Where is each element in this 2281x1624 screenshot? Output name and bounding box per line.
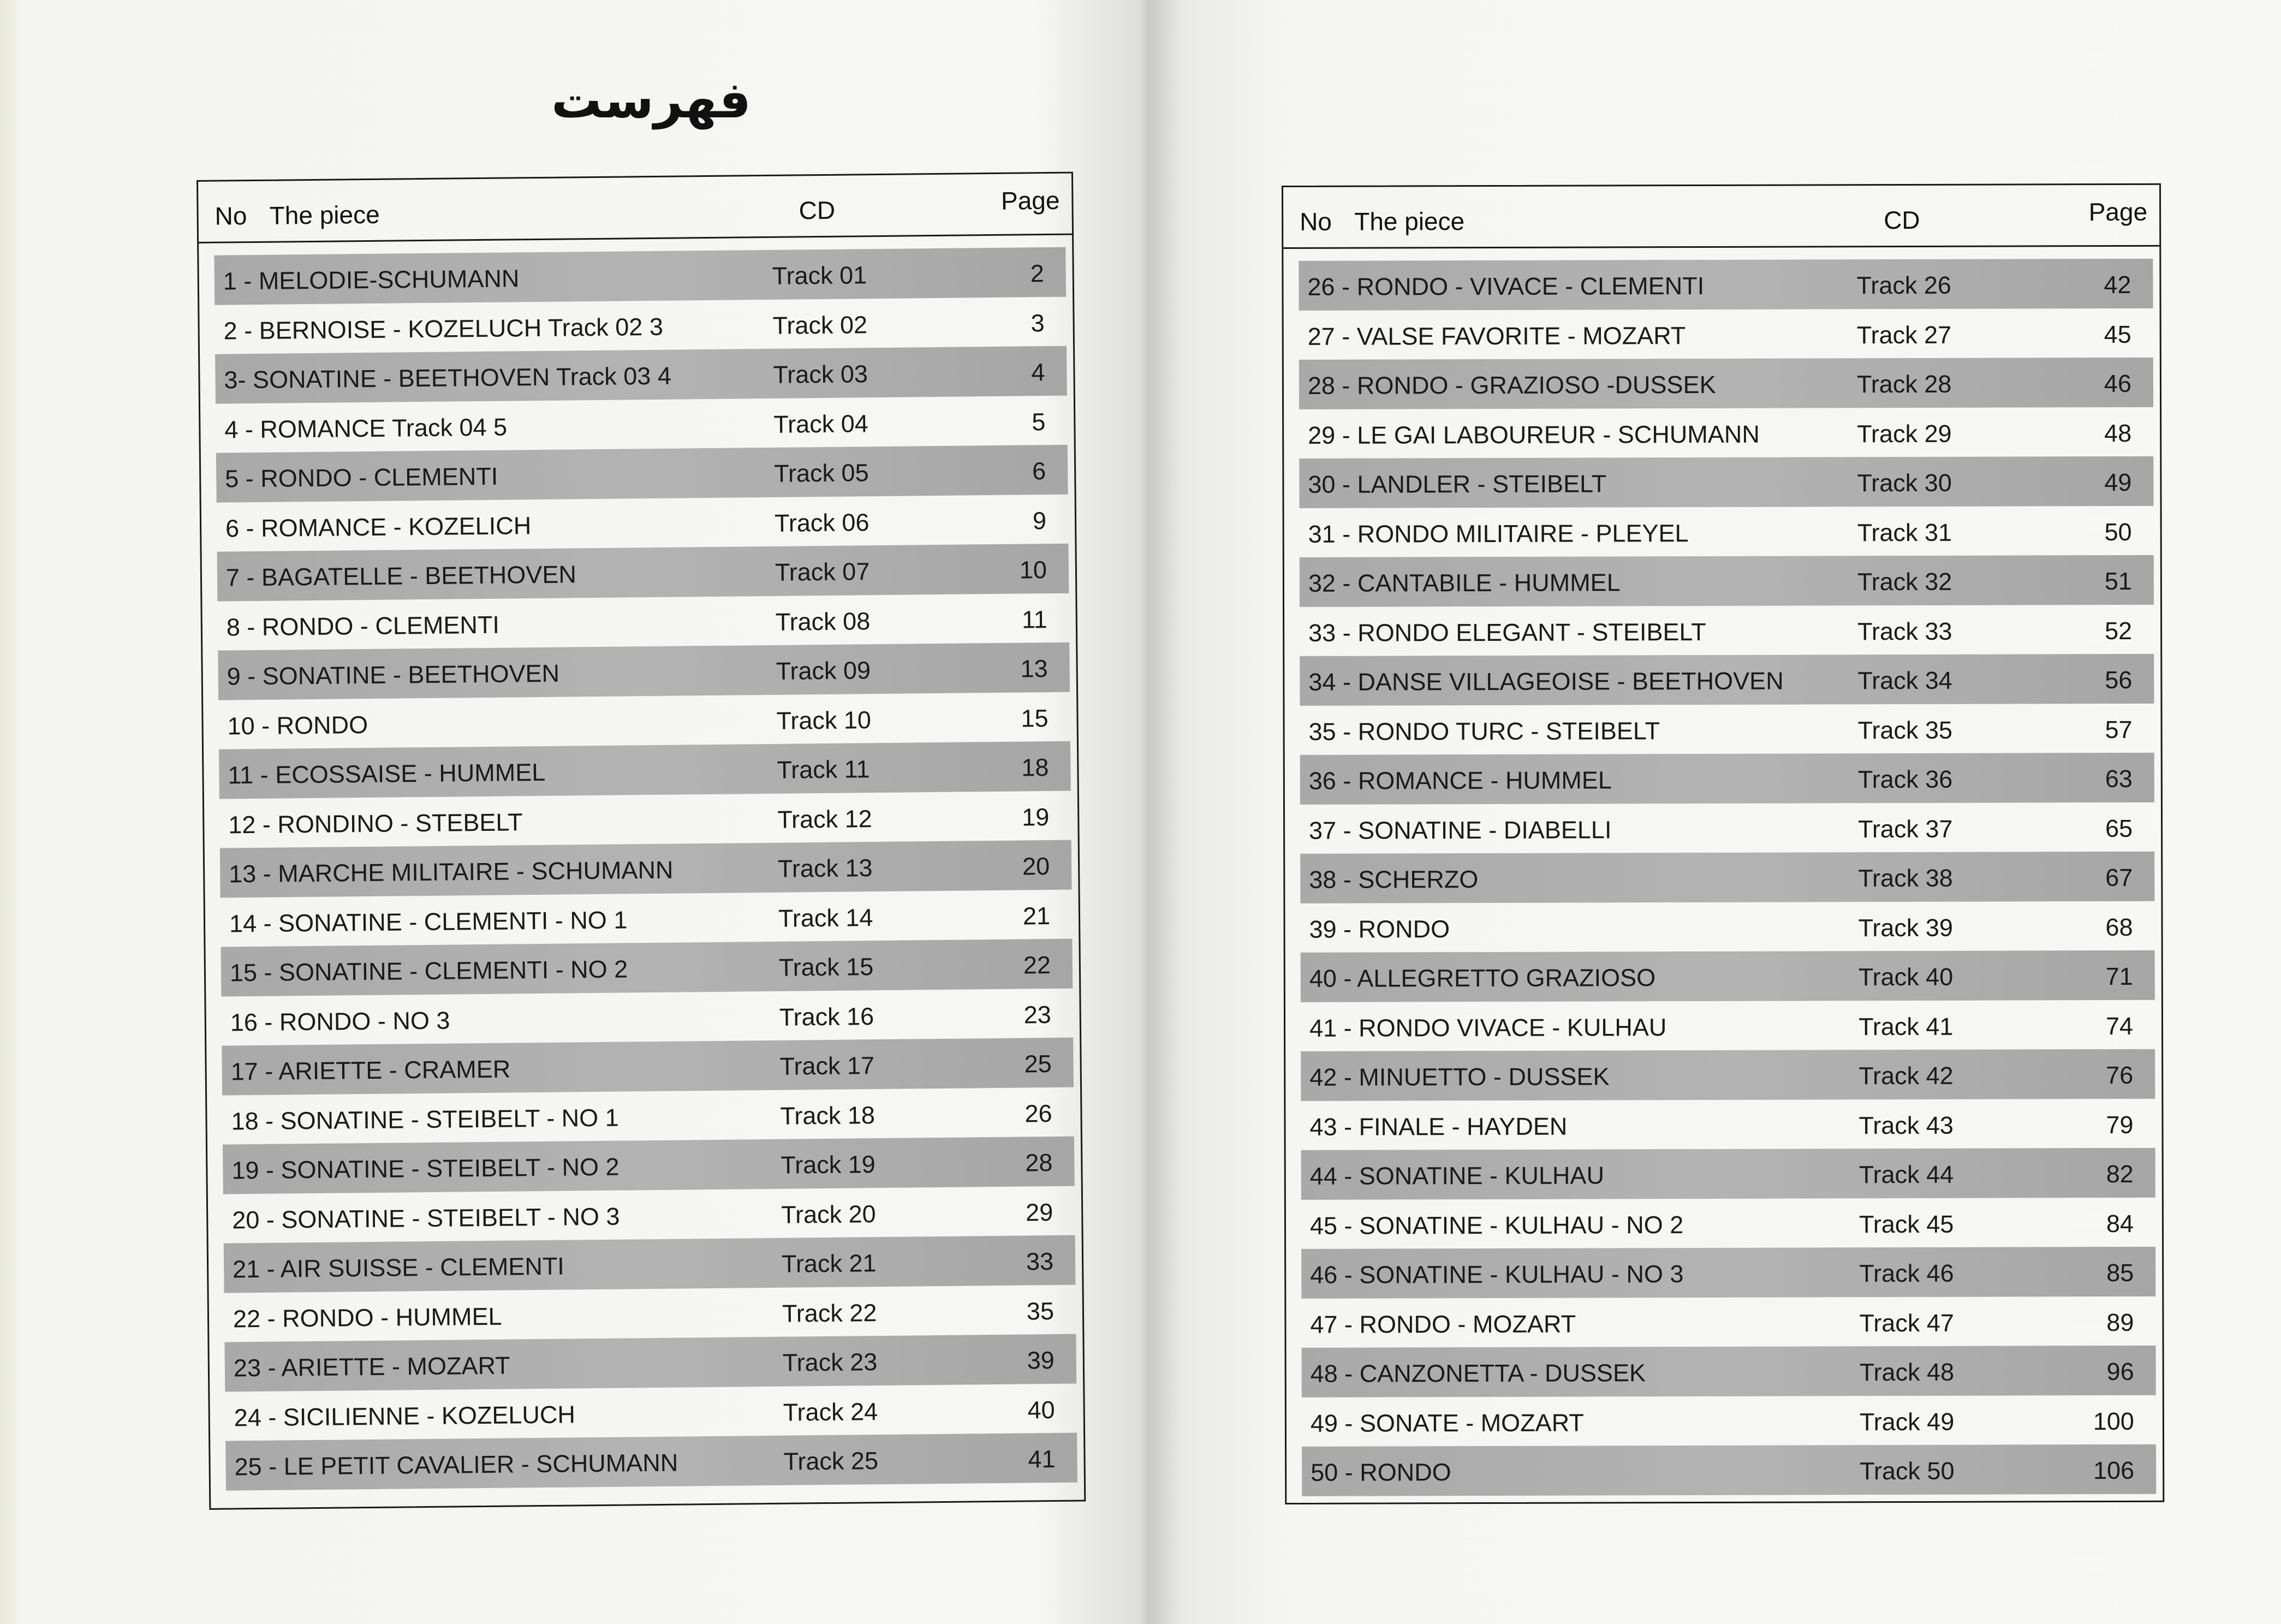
cd-track: Track 41 [1858,1012,1954,1040]
piece-title: 11 - ECOSSAISE - HUMMEL [228,758,546,789]
piece-title: 45 - SONATINE - KULHAU - NO 2 [1309,1210,1684,1240]
table-row [222,1087,1074,1144]
piece-title: 23 - ARIETTE - MOZART [233,1351,510,1382]
piece-title: 33 - RONDO ELEGANT - STEIBELT [1308,617,1706,647]
page-number: 40 [1027,1395,1055,1424]
cd-track: Track 46 [1859,1259,1954,1288]
header-cd: CD [799,195,836,225]
cd-track: Track 08 [775,606,871,636]
cd-track: Track 40 [1858,962,1954,991]
page-number: 33 [1026,1247,1054,1276]
table-row [224,1284,1076,1342]
cd-track: Track 05 [773,459,869,487]
page-number: 19 [1021,802,1050,831]
cd-track: Track 44 [1859,1160,1954,1189]
header-page: Page [2088,197,2148,227]
page-number: 48 [2104,419,2132,447]
piece-title: 2 - BERNOISE - KOZELUCH Track 02 3 [223,312,664,345]
table-row [1301,1296,2155,1348]
page-number: 49 [2104,468,2132,497]
piece-title: 32 - CANTABILE - HUMMEL [1308,568,1621,597]
table-row [225,1433,1077,1490]
piece-title: 49 - SONATE - MOZART [1310,1408,1584,1437]
page-number: 2 [1030,259,1044,288]
cd-track: Track 26 [1856,271,1951,300]
piece-title: 21 - AIR SUISSE - CLEMENTI [232,1252,565,1283]
table-row [1300,703,2154,755]
piece-title: 39 - RONDO [1309,914,1450,943]
piece-title: 4 - ROMANCE Track 04 5 [224,413,508,444]
cd-track: Track 14 [778,903,873,932]
table-row [221,889,1073,947]
piece-title: 40 - ALLEGRETTO GRAZIOSO [1309,963,1656,992]
cd-track: Track 36 [1857,765,1953,794]
piece-title: 44 - SONATINE - KULHAU [1309,1161,1605,1190]
toc-header [198,174,1072,243]
piece-title: 42 - MINUETTO - DUSSEK [1309,1062,1610,1091]
table-row [1302,1395,2156,1447]
piece-title: 6 - ROMANCE - KOZELICH [225,511,532,543]
page-number: 71 [2105,962,2133,991]
cd-track: Track 32 [1857,567,1952,596]
table-row [1302,1346,2156,1397]
cd-track: Track 49 [1859,1407,1955,1436]
cd-track: Track 30 [1857,468,1952,497]
table-row [1299,358,2153,409]
piece-title: 22 - RONDO - HUMMEL [233,1302,502,1332]
page-number: 57 [2105,715,2133,743]
table-row [216,395,1068,453]
table-row [1300,505,2154,557]
table-row [1301,1247,2155,1299]
cd-track: Track 45 [1859,1210,1954,1238]
table-row [1300,901,2154,953]
page-number: 41 [1028,1445,1056,1473]
piece-title: 31 - RONDO MILITAIRE - PLEYEL [1308,519,1689,548]
cd-track: Track 01 [772,261,867,290]
page-number: 13 [1020,655,1048,683]
piece-title: 50 - RONDO [1311,1458,1451,1486]
table-row [1301,1197,2155,1249]
table-row [217,544,1069,601]
page-number: 76 [2106,1061,2134,1090]
piece-title: 25 - LE PETIT CAVALIER - SCHUMANN [234,1448,678,1481]
page-number: 11 [1021,605,1048,634]
piece-title: 30 - LANDLER - STEIBELT [1308,469,1607,498]
book-spread [16,0,2281,1624]
piece-title: 20 - SONATINE - STEIBELT - NO 3 [232,1202,620,1234]
piece-title: 38 - SCHERZO [1309,865,1479,894]
page-number: 39 [1027,1346,1055,1375]
table-row [1301,950,2155,1002]
page-number: 3 [1031,308,1045,337]
cd-track: Track 21 [781,1249,877,1278]
piece-title: 29 - LE GAI LABOUREUR - SCHUMANN [1308,420,1760,449]
table-row [217,593,1069,650]
piece-title: 47 - RONDO - MOZART [1310,1310,1576,1339]
cd-track: Track 22 [782,1298,877,1328]
table-row [1302,1444,2156,1496]
page-number: 74 [2105,1012,2134,1040]
piece-title: 10 - RONDO [227,710,368,740]
piece-title: 12 - RONDINO - STEBELT [228,807,523,838]
piece-title: 26 - RONDO - VIVACE - CLEMENTI [1307,271,1705,301]
table-row [214,247,1066,305]
page-number: 15 [1021,704,1049,733]
page-number: 79 [2106,1110,2134,1139]
cd-track: Track 20 [781,1199,876,1229]
page-number: 100 [2093,1407,2134,1435]
table-row [215,346,1067,403]
cd-track: Track 43 [1859,1111,1954,1139]
table-row [1301,1049,2155,1101]
toc-header [1283,185,2159,249]
table-row [1301,1148,2155,1200]
cd-track: Track 24 [783,1397,878,1426]
page-number: 25 [1024,1050,1052,1078]
piece-title: 5 - RONDO - CLEMENTI [225,462,498,493]
table-row [217,494,1069,551]
table-row [216,445,1068,502]
page-number: 42 [2104,270,2131,299]
cd-track: Track 04 [773,409,868,438]
cd-track: Track 31 [1857,518,1952,546]
table-row [1299,407,2153,459]
cd-track: Track 48 [1859,1358,1955,1387]
table-row [223,1186,1075,1243]
table-row [1299,456,2153,508]
page-number: 50 [2104,517,2132,546]
table-row [1300,852,2154,903]
page-title: فهرست [551,71,752,129]
cd-track: Track 02 [772,310,868,340]
table-row [1299,308,2153,360]
cd-track: Track 33 [1857,617,1952,645]
page-number: 106 [2093,1456,2135,1485]
page-number: 51 [2104,567,2132,596]
cd-track: Track 10 [776,705,872,735]
table-row [1301,1098,2155,1150]
cd-track: Track 11 [777,755,870,784]
cd-track: Track 34 [1857,666,1952,695]
table-row [222,1038,1074,1095]
toc-table-left [196,172,1086,1510]
cd-track: Track 23 [782,1348,878,1377]
piece-title: 43 - FINALE - HAYDEN [1309,1112,1568,1141]
page-number: 18 [1021,753,1049,782]
cd-track: Track 27 [1856,320,1952,349]
page-number: 46 [2104,369,2132,398]
table-row [219,790,1071,848]
piece-title: 28 - RONDO - GRAZIOSO -DUSSEK [1307,370,1716,400]
page-number: 20 [1022,852,1050,881]
piece-title: 9 - SONATINE - BEETHOVEN [227,659,560,691]
cd-track: Track 17 [779,1051,875,1080]
table-row [1300,604,2154,656]
page-number: 35 [1026,1296,1055,1325]
piece-title: 3- SONATINE - BEETHOVEN Track 03 4 [224,361,672,394]
piece-title: 46 - SONATINE - KULHAU - NO 3 [1310,1260,1684,1289]
page-number: 65 [2105,814,2133,842]
piece-title: 36 - ROMANCE - HUMMEL [1308,766,1612,795]
page-number: 63 [2105,764,2133,793]
header-piece: The piece [1354,207,1465,236]
page-number: 52 [2105,616,2133,645]
cd-track: Track 06 [774,508,869,537]
cd-track: Track 18 [780,1100,876,1130]
table-row [225,1383,1077,1441]
page-number: 89 [2106,1308,2134,1336]
piece-title: 17 - ARIETTE - CRAMER [230,1055,511,1086]
table-row [219,741,1071,799]
cd-track: Track 03 [773,360,868,389]
cd-track: Track 09 [776,656,871,685]
piece-title: 19 - SONATINE - STEIBELT - NO 2 [231,1152,620,1185]
table-row [1300,802,2154,854]
table-row [223,1137,1075,1194]
cd-track: Track 38 [1858,864,1953,893]
toc-rows-right [1299,259,2156,1496]
piece-title: 24 - SICILIENNE - KOZELUCH [234,1400,576,1431]
table-row [221,988,1073,1045]
page-number: 10 [1019,556,1047,584]
cd-track: Track 39 [1858,913,1954,942]
piece-title: 27 - VALSE FAVORITE - MOZART [1307,321,1686,350]
cd-track: Track 12 [777,804,872,834]
piece-title: 1 - MELODIE-SCHUMANN [223,264,520,295]
page-number: 67 [2105,863,2133,892]
header-piece: The piece [269,200,380,230]
cd-track: Track 42 [1859,1061,1954,1090]
cd-track: Track 35 [1857,716,1953,744]
page-number: 5 [1032,407,1046,436]
page-number: 4 [1031,358,1045,386]
cd-track: Track 47 [1859,1308,1954,1337]
page-number: 82 [2106,1159,2134,1188]
table-row [1299,259,2153,311]
page-number: 84 [2106,1209,2134,1238]
piece-title: 13 - MARCHE MILITAIRE - SCHUMANN [228,855,674,888]
header-no: No [1300,207,1332,236]
piece-title: 34 - DANSE VILLAGEOISE - BEETHOVEN [1308,667,1784,696]
page-number: 26 [1025,1099,1052,1128]
toc-table-right [1282,183,2164,1504]
toc-rows-left [214,247,1077,1490]
table-row [1301,1000,2155,1051]
piece-title: 18 - SONATINE - STEIBELT - NO 1 [231,1103,619,1135]
page-number: 23 [1023,1000,1051,1029]
page-number: 6 [1032,457,1046,485]
table-row [220,840,1072,897]
cd-track: Track 19 [781,1150,876,1179]
page-number: 9 [1032,506,1047,534]
table-row [1300,654,2154,706]
piece-title: 8 - RONDO - CLEMENTI [226,610,500,641]
page-number: 96 [2106,1357,2134,1386]
page-number: 28 [1025,1149,1053,1177]
piece-title: 41 - RONDO VIVACE - KULHAU [1309,1013,1667,1042]
header-no: No [215,201,247,230]
piece-title: 37 - SONATINE - DIABELLI [1309,815,1612,844]
page-number: 56 [2105,665,2133,694]
table-row [224,1235,1076,1293]
cd-track: Track 16 [779,1002,874,1031]
table-row [1300,555,2154,607]
table-row [215,296,1067,354]
cd-track: Track 25 [783,1447,879,1476]
cd-track: Track 37 [1858,814,1953,843]
page-edge [0,0,16,1624]
page-number: 45 [2104,320,2131,348]
piece-title: 35 - RONDO TURC - STEIBELT [1308,716,1660,746]
header-cd: CD [1884,205,1920,235]
piece-title: 7 - BAGATELLE - BEETHOVEN [225,560,577,592]
piece-title: 48 - CANZONETTA - DUSSEK [1310,1359,1646,1388]
header-page: Page [1000,186,1060,215]
table-row [224,1334,1076,1391]
cd-track: Track 28 [1856,370,1952,398]
cd-track: Track 50 [1860,1456,1955,1485]
table-row [218,692,1070,749]
page-number: 85 [2106,1258,2134,1287]
page-number: 22 [1023,951,1051,979]
cd-track: Track 29 [1857,419,1952,448]
cd-track: Track 15 [778,953,874,981]
table-row [218,643,1070,700]
cd-track: Track 13 [777,854,873,883]
table-row [1300,753,2154,805]
page-number: 68 [2105,913,2133,941]
cd-track: Track 07 [775,557,870,586]
piece-title: 16 - RONDO - NO 3 [230,1006,450,1036]
table-row [221,939,1073,996]
piece-title: 15 - SONATINE - CLEMENTI - NO 2 [229,955,628,987]
piece-title: 14 - SONATINE - CLEMENTI - NO 1 [229,905,628,937]
page-number: 29 [1025,1198,1053,1227]
page-number: 21 [1022,901,1051,930]
